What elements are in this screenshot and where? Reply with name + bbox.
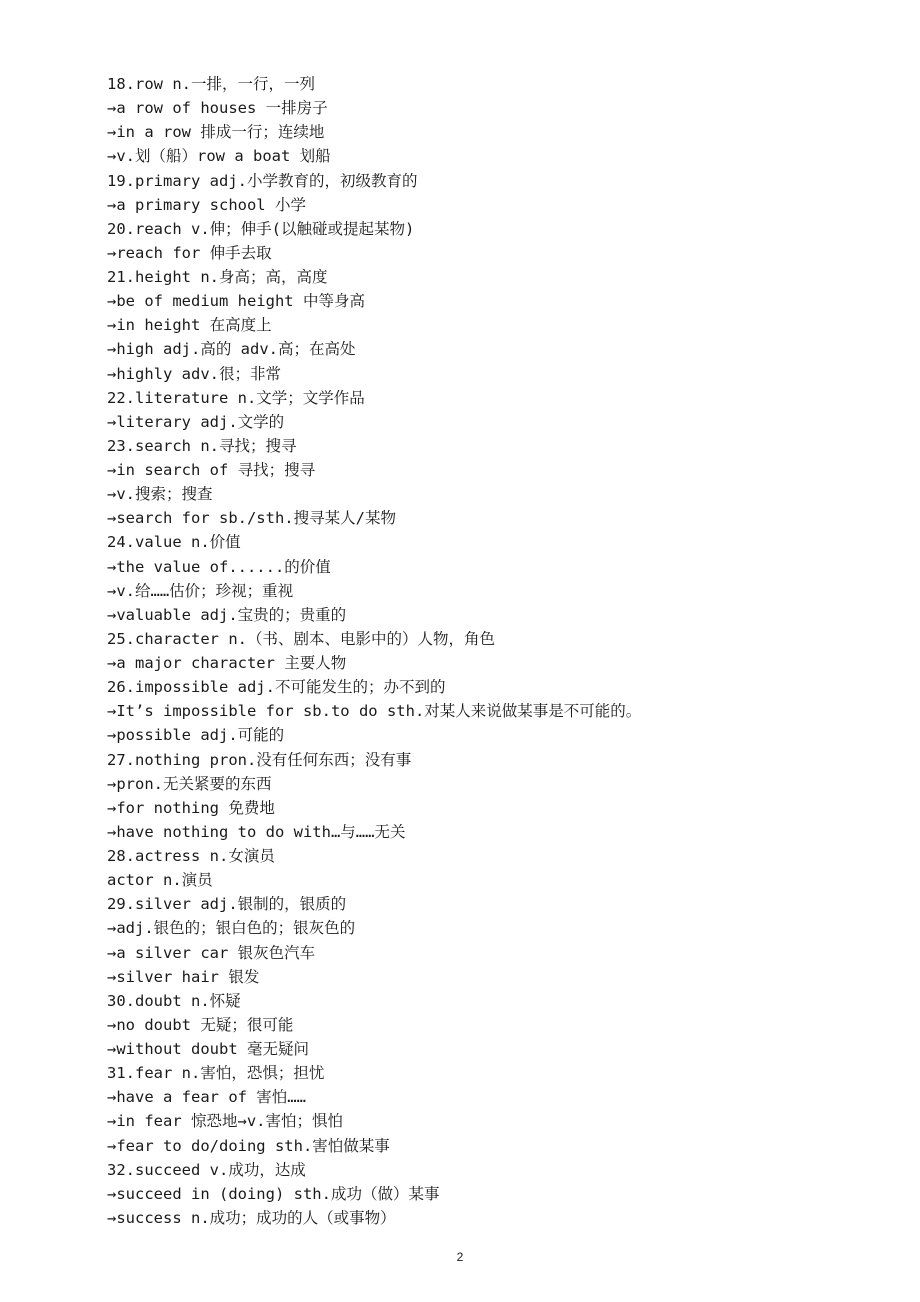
- entry-line: →be of medium height 中等身高: [107, 292, 365, 311]
- entry-line: →search for sb./sth.搜寻某人/某物: [107, 509, 396, 528]
- entry-line: 32.succeed v.成功，达成: [107, 1160, 306, 1179]
- entry-line: →a major character 主要人物: [107, 654, 347, 672]
- entry-line: →v.划（船）row a boat 划船: [107, 147, 331, 166]
- vocabulary-list: [107, 72, 887, 1230]
- entry-line: 24.value n.价值: [107, 533, 241, 552]
- entry-line: →high adj.高的 adv.高；在高处: [107, 340, 356, 359]
- entry-line: →a primary school 小学: [107, 195, 306, 214]
- entry-line: →in fear 惊恐地→v.害怕；惧怕: [107, 1112, 343, 1131]
- entry-line: →possible adj.可能的: [107, 726, 285, 745]
- entry-line: →in search of 寻找；搜寻: [107, 461, 316, 479]
- entry-line: 27.nothing pron.没有任何东西；没有事: [107, 750, 412, 769]
- page-number: 2: [456, 1250, 464, 1264]
- entry-line: →have a fear of 害怕……: [107, 1088, 306, 1107]
- entry-line: 25.character n.（书、剧本、电影中的）人物，角色: [107, 629, 495, 648]
- entry-line: →reach for 伸手去取: [107, 243, 272, 262]
- entry-line: →in height 在高度上: [107, 316, 272, 335]
- entry-line: →no doubt 无疑；很可能: [107, 1015, 294, 1034]
- entry-line: 21.height n.身高；高，高度: [107, 268, 328, 286]
- entry-line: →v.给……估价；珍视；重视: [107, 581, 294, 600]
- entry-line: →a row of houses 一排房子: [107, 99, 328, 118]
- entry-line: →the value of......的价值: [107, 557, 331, 576]
- entry-line: →It’s impossible for sb.to do sth.对某人来说做某事是不可能的。: [107, 702, 642, 721]
- entry-line: →success n.成功；成功的人（或事物）: [107, 1208, 396, 1227]
- entry-line: →silver hair 银发: [107, 967, 260, 986]
- entry-line: →v.搜索；搜查: [107, 485, 213, 504]
- entry-line: 26.impossible adj.不可能发生的；办不到的: [107, 678, 446, 697]
- entry-line: →fear to do/doing sth.害怕做某事: [107, 1136, 390, 1155]
- entry-line: →succeed in (doing) sth.成功（做）某事: [107, 1184, 440, 1203]
- entry-line: →valuable adj.宝贵的；贵重的: [107, 605, 347, 624]
- entry-line: actor n.演员: [107, 871, 213, 890]
- entry-line: →have nothing to do with…与……无关: [107, 822, 406, 841]
- entry-line: →adj.银色的；银白色的；银灰色的: [107, 919, 356, 938]
- entry-line: →highly adv.很；非常: [107, 364, 281, 383]
- entry-line: 22.literature n.文学；文学作品: [107, 388, 365, 407]
- entry-line: 18.row n.一排，一行，一列: [107, 75, 315, 93]
- entry-line: →literary adj.文学的: [107, 412, 285, 431]
- entry-line: →for nothing 免费地: [107, 798, 275, 817]
- entry-line: 30.doubt n.怀疑: [107, 991, 241, 1010]
- entry-line: →in a row 排成一行；连续地: [107, 123, 325, 142]
- entry-line: 29.silver adj.银制的，银质的: [107, 895, 347, 914]
- entry-line: 19.primary adj.小学教育的，初级教育的: [107, 171, 418, 190]
- entry-line: 23.search n.寻找；搜寻: [107, 436, 297, 455]
- entry-line: 31.fear n.害怕，恐惧；担忧: [107, 1064, 325, 1083]
- entry-line: 20.reach v.伸；伸手(以触碰或提起某物): [107, 219, 415, 238]
- entry-line: 28.actress n.女演员: [107, 847, 275, 865]
- entry-line: →pron.无关紧要的东西: [107, 774, 272, 793]
- entry-line: →a silver car 银灰色汽车: [107, 943, 316, 962]
- entry-line: →without doubt 毫无疑问: [107, 1040, 309, 1058]
